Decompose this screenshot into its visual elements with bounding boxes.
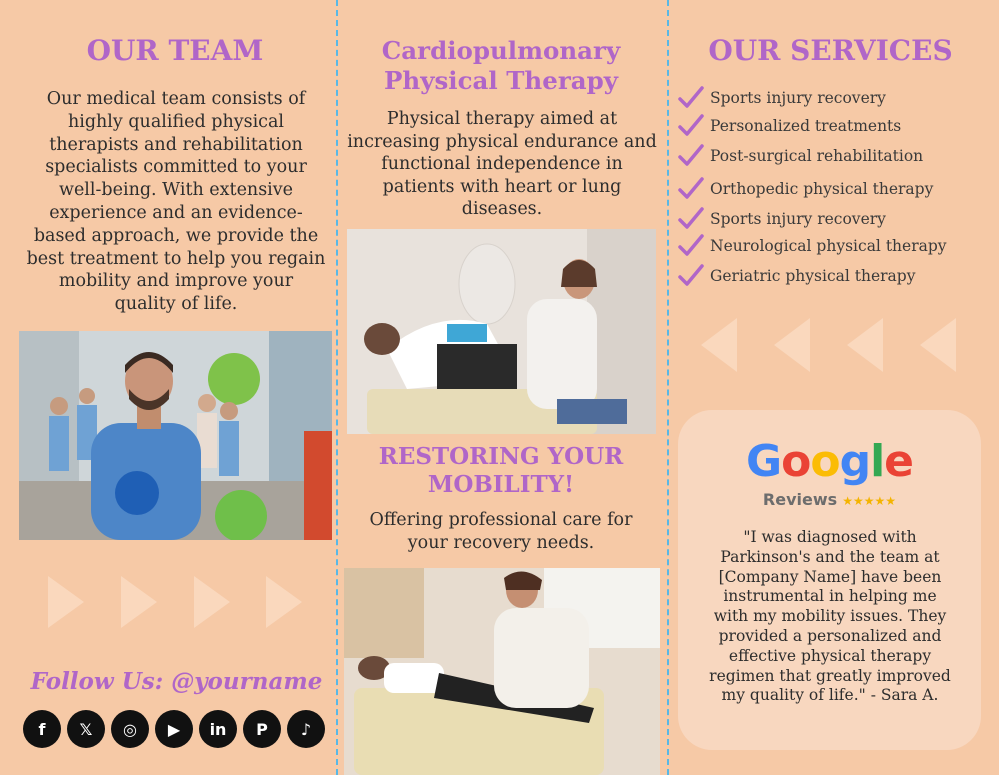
arrow-right-4 — [266, 576, 302, 628]
service-item — [678, 86, 886, 110]
service-label: Neurological physical therapy — [710, 237, 947, 255]
facebook-icon[interactable] — [23, 710, 61, 748]
arrow-right-1 — [48, 576, 84, 628]
youtube-icon[interactable] — [155, 710, 193, 748]
arrow-left-3 — [847, 318, 883, 372]
tiktok-glyph: ♪ — [300, 719, 312, 739]
service-item — [678, 114, 901, 138]
arrow-right-2 — [121, 576, 157, 628]
arrow-right-3 — [194, 576, 230, 628]
follow-us-handle[interactable]: Follow Us: @yourname — [30, 668, 323, 695]
service-label: Post-surgical rehabilitation — [710, 147, 924, 165]
therapy-photo-1 — [347, 229, 656, 434]
checkmark-icon — [678, 207, 704, 231]
therapy-photo-1-illustration — [347, 229, 656, 434]
service-item — [678, 264, 915, 288]
service-item — [678, 207, 886, 231]
instagram-glyph: ◎ — [123, 719, 137, 739]
review-card — [678, 410, 981, 750]
checkmark-icon — [678, 86, 704, 110]
review-quote: "I was diagnosed with Parkinson's and the team at [Company Name] have been instrumental in helping me with my mobility issues. They provided a personalized and effective physical therapy regimen that greatly improved my quality of life." - Sara A. — [709, 528, 951, 705]
service-label: Orthopedic physical therapy — [710, 180, 934, 198]
arrow-left-1 — [701, 318, 737, 372]
divider-right — [667, 0, 669, 775]
checkmark-icon — [678, 264, 704, 288]
service-item — [678, 144, 923, 168]
team-photo — [19, 331, 332, 540]
divider-left — [336, 0, 338, 775]
arrow-left-4 — [920, 318, 956, 372]
cardio-description: Physical therapy aimed at increasing physical endurance and functional independence in patients with heart or lung diseases. — [347, 109, 657, 220]
services-heading: OUR SERVICES — [708, 34, 953, 67]
facebook-glyph: f — [38, 719, 46, 739]
restoring-heading: RESTORING YOUR MOBILITY! — [378, 443, 624, 498]
instagram-icon[interactable] — [111, 710, 149, 748]
google-reviews-label — [678, 490, 981, 509]
therapy-photo-2 — [344, 568, 660, 775]
cardio-heading: Cardiopulmonary Physical Therapy — [381, 36, 621, 95]
pinterest-icon[interactable] — [243, 710, 281, 748]
service-item — [678, 234, 947, 258]
service-label: Sports injury recovery — [710, 89, 886, 107]
team-heading: OUR TEAM — [86, 34, 264, 67]
service-label: Sports injury recovery — [710, 210, 886, 228]
linkedin-glyph: in — [209, 719, 227, 739]
team-description: Our medical team consists of highly qualified physical therapists and rehabilitation specialists committed to your well-being. With extensive experience and an evidence-based approach, we provide the best treatment to help you regain mobility and improve your quality of life. — [26, 89, 326, 315]
x-icon[interactable] — [67, 710, 105, 748]
checkmark-icon — [678, 177, 704, 201]
x-glyph: 𝕏 — [79, 719, 93, 739]
team-photo-illustration — [19, 331, 332, 540]
tiktok-icon[interactable] — [287, 710, 325, 748]
youtube-glyph: ▶ — [167, 719, 181, 739]
arrow-left-2 — [774, 318, 810, 372]
linkedin-icon[interactable] — [199, 710, 237, 748]
pinterest-glyph: P — [256, 719, 268, 739]
google-logo: Google — [745, 436, 914, 487]
therapy-photo-2-illustration — [344, 568, 660, 775]
checkmark-icon — [678, 234, 704, 258]
service-label: Personalized treatments — [710, 117, 902, 135]
service-label: Geriatric physical therapy — [710, 267, 916, 285]
restoring-description: Offering professional care for your recovery needs. — [369, 510, 633, 553]
reviews-label: Reviews — [762, 490, 838, 509]
checkmark-icon — [678, 144, 704, 168]
service-item — [678, 177, 933, 201]
rating-stars: ★★★★★ — [842, 494, 897, 508]
checkmark-icon — [678, 114, 704, 138]
